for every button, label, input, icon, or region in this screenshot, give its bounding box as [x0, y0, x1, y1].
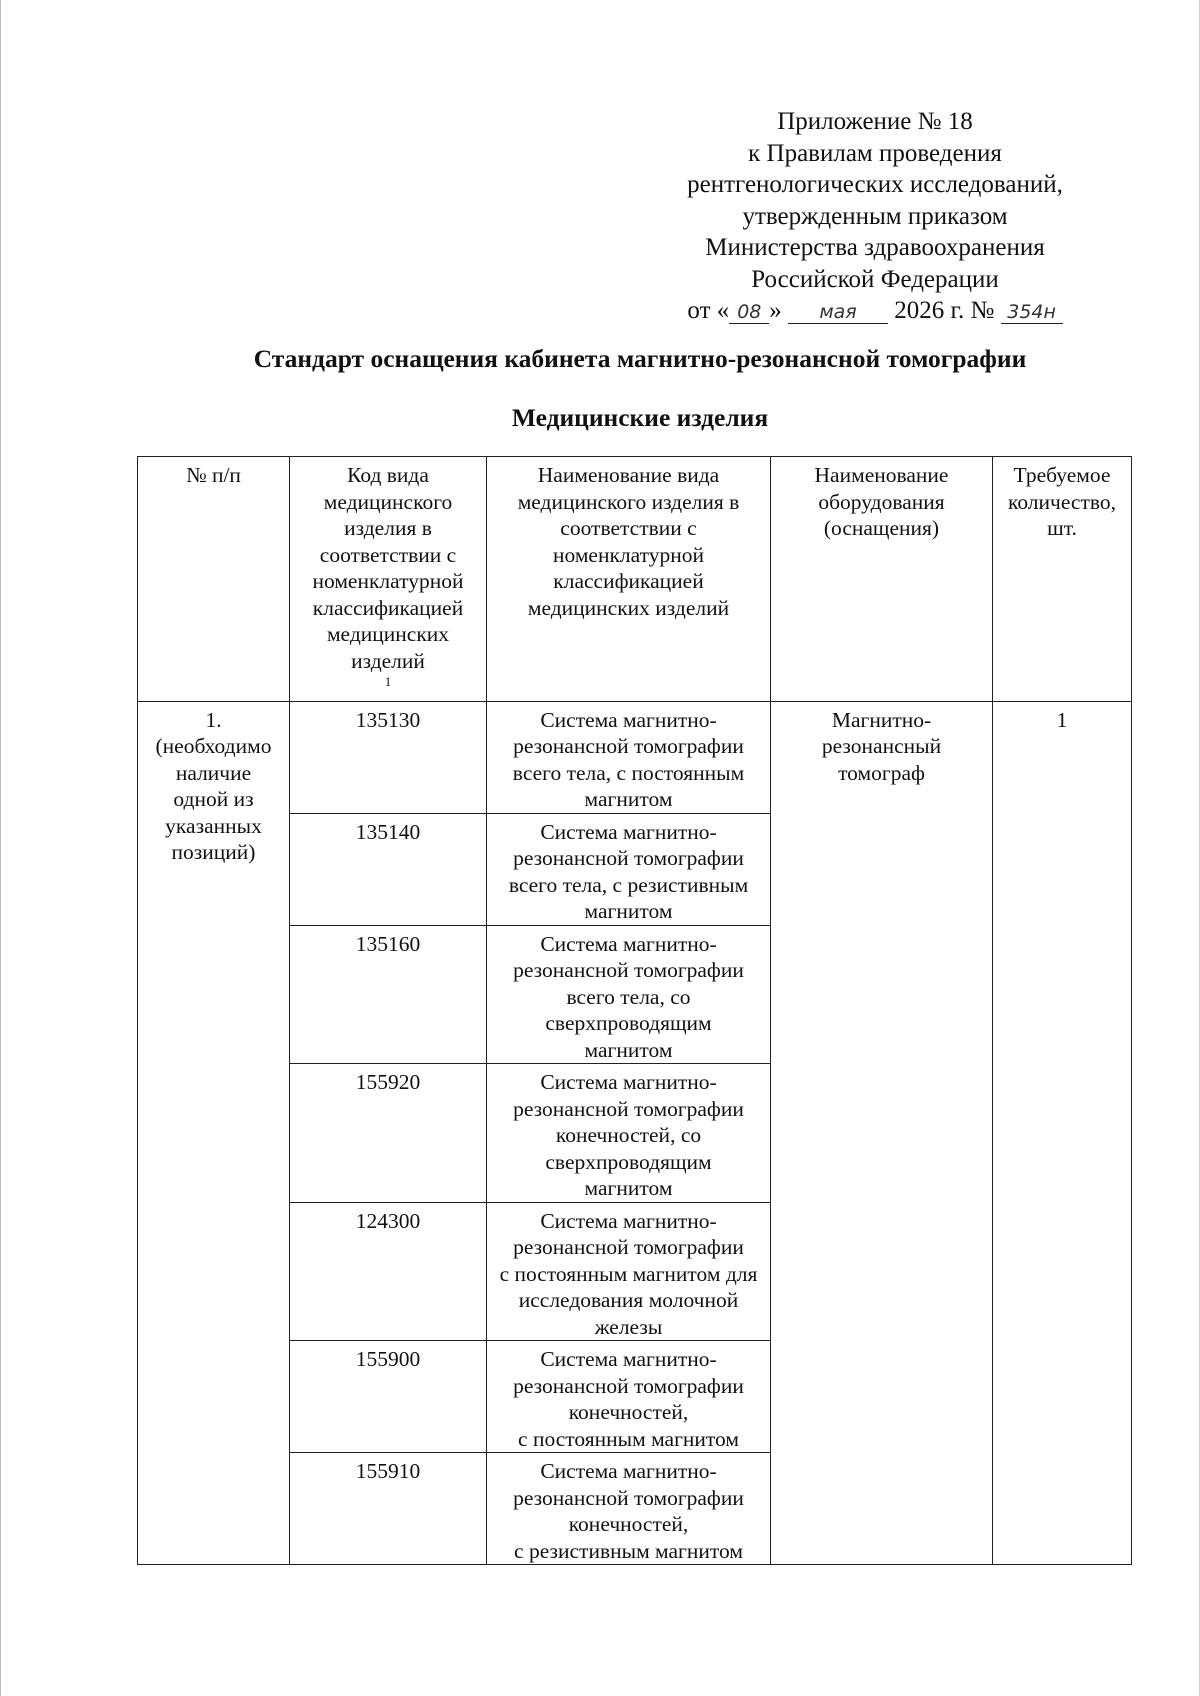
- header-name: Наименование вида медицинского изделия в соответствии с номенклатурной классификацией медицинских изделий: [487, 457, 771, 702]
- code-cell: 155920: [290, 1064, 487, 1203]
- name-cell: Система магнитно- резонансной томографии конечностей, со сверхпроводящим магнитом: [487, 1064, 771, 1203]
- header-line: Приложение № 18: [777, 108, 973, 135]
- handwritten-order-number: 354н: [1001, 301, 1063, 324]
- appendix-header: [660, 106, 1090, 327]
- order-date-line: [660, 295, 1090, 327]
- equipment-table: [137, 456, 1132, 1565]
- equipment-cell: Магнитно- резонансный томограф: [771, 701, 993, 1565]
- name-cell: Система магнитно- резонансной томографии всего тела, с постоянным магнитом: [487, 701, 771, 813]
- quantity-cell: 1: [993, 701, 1132, 1565]
- footnote-marker: 1: [384, 673, 392, 689]
- code-cell: 124300: [290, 1202, 487, 1341]
- code-cell: 135130: [290, 701, 487, 813]
- header-line: Российской Федерации: [751, 265, 999, 293]
- name-cell: Система магнитно- резонансной томографии всего тела, со сверхпроводящим магнитом: [487, 925, 771, 1064]
- section-title: Медицинские изделия: [511, 403, 769, 432]
- header-quantity: Требуемое количество, шт.: [993, 457, 1132, 702]
- header-code: [290, 457, 487, 702]
- table-row: [138, 701, 1132, 813]
- code-cell: 135140: [290, 813, 487, 925]
- header-num: № п/п: [138, 457, 290, 702]
- date-year: 2026 г. №: [894, 297, 995, 324]
- date-prefix: от «: [687, 297, 730, 324]
- header-equipment: Наименование оборудования (оснащения): [771, 457, 993, 702]
- document-title: Стандарт оснащения кабинета магнитно-резонансной томографии: [253, 344, 1027, 373]
- name-cell: Система магнитно- резонансной томографии всего тела, с резистивным магнитом: [487, 813, 771, 925]
- header-code-text: Код вида медицинского изделия в соответствии с номенклатурной классификацией медицинских изделий: [312, 463, 464, 673]
- handwritten-month: мая: [788, 301, 888, 324]
- handwritten-day: 08: [729, 301, 769, 324]
- code-cell: 155910: [290, 1453, 487, 1565]
- name-cell: Система магнитно- резонансной томографии конечностей, с постоянным магнитом: [487, 1341, 771, 1453]
- header-line: к Правилам проведения: [748, 139, 1002, 167]
- header-line: рентгенологических исследований,: [687, 171, 1063, 198]
- position-cell: 1. (необходимо наличие одной из указанных позиций): [138, 701, 290, 1565]
- scan-left-edge: [0, 0, 1, 1696]
- header-line: утвержденным приказом: [742, 202, 1008, 230]
- code-cell: 135160: [290, 925, 487, 1064]
- table-header-row: [138, 457, 1132, 702]
- code-cell: 155900: [290, 1341, 487, 1453]
- date-mid: »: [769, 297, 782, 324]
- header-line: Министерства здравоохранения: [705, 234, 1045, 261]
- name-cell: Система магнитно- резонансной томографии с постоянным магнитом для исследования молочной железы: [487, 1202, 771, 1341]
- name-cell: Система магнитно- резонансной томографии конечностей, с резистивным магнитом: [487, 1453, 771, 1565]
